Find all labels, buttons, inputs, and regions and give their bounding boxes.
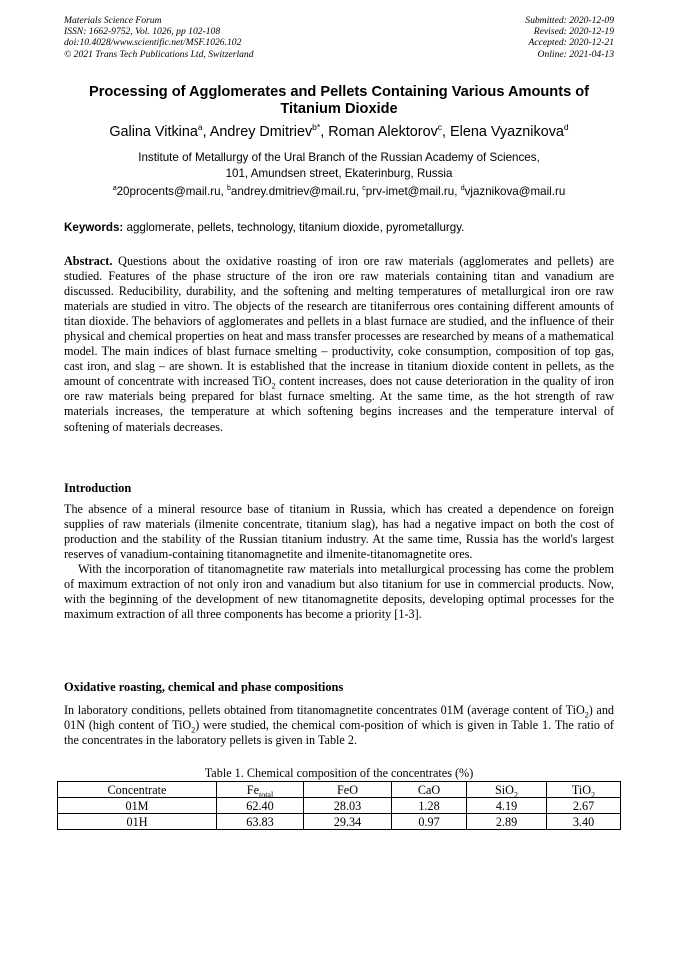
- author-emails: $^a$20procents@mail.ru, $^b$andrey.dmitriev@mail.ru, $^c$prv-imet@mail.ru, $^d$vjaznikova@mail.ru: [112, 185, 566, 198]
- publication-dates: [525, 15, 614, 60]
- table-row: [58, 814, 621, 830]
- email-link[interactable]: $^d$vjaznikova@mail.ru: [460, 185, 566, 198]
- email-link[interactable]: $^b$andrey.dmitriev@mail.ru: [226, 185, 356, 198]
- title-line-2: Titanium Dioxide: [280, 101, 398, 117]
- submitted-date: Submitted: 2020-12-09: [525, 15, 614, 26]
- revised-date: Revised: 2020-12-19: [533, 26, 614, 38]
- chemical-composition-table: [57, 781, 621, 830]
- paper-title: [64, 84, 614, 118]
- table-caption: Table 1. Chemical composition of the concentrates (%): [204, 766, 474, 780]
- journal-info: [64, 15, 254, 60]
- column-header: TiO$_2$: [547, 782, 621, 798]
- paragraph: With the incorporation of titanomagnetite raw materials into metallurgical processing has come the problem of maximum extraction of not only iron and vanadium but also titanium for use in commercial products. Now, with the beginning of the development of new titanomagnetite deposits, developing optimal processes for the maximum extraction of all three components has become a priority [1-3].: [64, 562, 614, 622]
- author: Elena Vyaznikova$^d$: [450, 122, 569, 140]
- column-header: $Fe_{total}$: [217, 782, 304, 798]
- table-cell: 28.03: [304, 798, 392, 814]
- online-date: Online: 2021-04-13: [537, 48, 614, 60]
- copyright-line: © 2021 Trans Tech Publications Ltd, Switzerland: [64, 48, 254, 60]
- email-link[interactable]: $^c$prv-imet@mail.ru: [362, 185, 455, 198]
- table-cell: 29.34: [304, 814, 392, 830]
- affiliation: Institute of Metallurgy of the Ural Branch of the Russian Academy of Sciences, 101, Amundsen street, Ekaterinburg, Russia: [138, 151, 540, 180]
- table-cell: 2.67: [547, 798, 621, 814]
- table-cell: 2.89: [467, 814, 547, 830]
- column-header: Concentrate: [58, 782, 217, 798]
- table-cell: 3.40: [547, 814, 621, 830]
- paragraph: In laboratory conditions, pellets obtained from titanomagnetite concentrates 01M (average content of TiO$_2$) and 01N (high content of TiO$_2$) were studied, the chemical com-position of which is given in Table 1. The ratio of the concentrates in the laboratory pellets is given in Table 2.: [64, 703, 615, 748]
- author: Galina Vitkina$^a$,: [109, 122, 210, 140]
- table-cell: 01H: [58, 814, 217, 830]
- title-line-1: Processing of Agglomerates and Pellets Containing Various Amounts of: [88, 84, 590, 100]
- oxidative-roasting-body: [64, 703, 614, 748]
- issn-line: ISSN: 1662-9752, Vol. 1026, pp 102-108: [64, 26, 221, 38]
- author: Roman Alektorov$^c$,: [328, 122, 451, 140]
- column-header: FeO: [304, 782, 392, 798]
- table-cell: 01M: [58, 798, 217, 814]
- doi-line: doi:10.4028/www.scientific.net/MSF.1026.102: [64, 37, 242, 49]
- accepted-date: Accepted: 2020-12-21: [528, 37, 614, 49]
- keywords-label: Keywords:: [64, 221, 124, 234]
- table-cell: 0.97: [392, 814, 467, 830]
- section-heading-introduction: Introduction: [64, 481, 132, 495]
- journal-name: Materials Science Forum: [64, 15, 162, 26]
- column-header: CaO: [392, 782, 467, 798]
- author-list: [64, 123, 614, 141]
- table-cell: 62.40: [217, 798, 304, 814]
- table-cell: 4.19: [467, 798, 547, 814]
- introduction-body: [64, 502, 614, 622]
- table-cell: 1.28: [392, 798, 467, 814]
- table-row: [58, 798, 621, 814]
- keywords-list: agglomerate, pellets, technology, titanium dioxide, pyrometallurgy.: [123, 221, 465, 234]
- paragraph: The absence of a mineral resource base of titanium in Russia, which has created a dependence on foreign supplies of raw materials (ilmenite concentrate, titanium slag), has had a negative impact on both the cost of production and the stability of the Russian titanium industry. At the same time, Russia has the world's largest reserves of vanadium-containing titanomagnetite and ilmenite-titanomagnetite ores.: [64, 502, 614, 562]
- section-heading-oxidative-roasting: Oxidative roasting, chemical and phase compositions: [64, 680, 344, 694]
- abstract-label: Abstract.: [64, 254, 113, 268]
- table-header-row: [58, 782, 621, 798]
- column-header: SiO$_2$: [467, 782, 547, 798]
- author: Andrey Dmitriev$^{b*}$,: [209, 122, 329, 140]
- abstract: Abstract. Questions about the oxidative roasting of iron ore raw materials (agglomerates and pellets) are studied. Features of the phase structure of the iron ore raw materials containing titan and vanadium are discussed. Reducibility, durability, and the softening and melting temperatures of metallurgical iron ore raw materials are studied in vitro. The objects of the research are titaniferrous ores containing different amounts of titan dioxide. The behaviors of agglomerates and pellets in a blast furnace are studied, and the influence of their physical and chemical properties on heat and mass transfer processes are researched by means of a mathematical model. The main indices of blast furnace smelting – productivity, coke consumption, composition of top gas, cast iron, and slag – are shown. It is established that the increase in titanium dioxide content in pellets, as the amount of concentrate with increased TiO$_2$ content increases, does not cause deterioration in the quality of iron ore raw materials being prepared for blast furnace smelting. At the same time, as the hot strength of raw materials increases, the temperature at which softening begins increases and the temperature interval of softening of materials decreases.: [64, 254, 615, 434]
- table-cell: 63.83: [217, 814, 304, 830]
- email-link[interactable]: $^a$20procents@mail.ru: [112, 185, 221, 198]
- keywords: [64, 221, 614, 235]
